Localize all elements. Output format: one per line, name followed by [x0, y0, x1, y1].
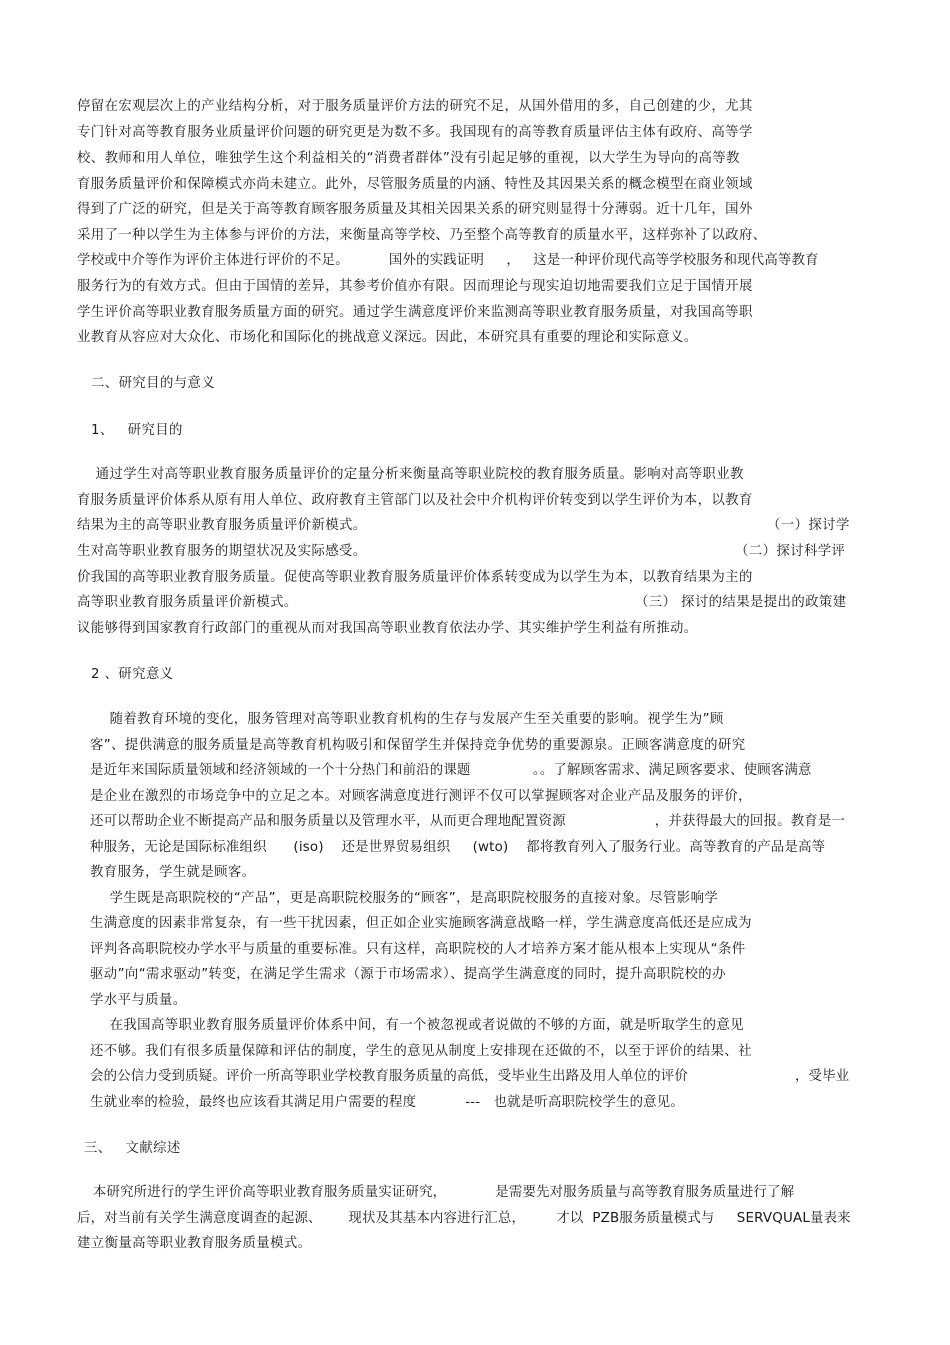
text-line: 生满意度的因素非常复杂，有一些干扰因素，但正如企业实施顾客满意战略一样，学生满意度高低还是应成为	[90, 916, 752, 931]
text-line: 教育服务，学生就是顾客。	[90, 865, 256, 880]
text-line: 随着教育环境的变化，服务管理对高等职业教育机构的生存与发展产生至关重要的影响。视学生为”顾	[77, 712, 724, 727]
subsection-heading: 2 、研究意义	[91, 667, 174, 682]
text-line: （一）探讨学	[767, 518, 850, 533]
text-line: 价我国的高等职业教育服务质量。促使高等职业教育服务质量评价体系转变成为以学生为本，以教育结果为主的	[77, 570, 753, 585]
text-line: 育服务质量评价体系从原有用人单位、政府教育主管部门以及社会中介机构评价转变到以学生评价为本，以教育	[77, 493, 753, 508]
text-line: 评判各高职院校办学水平与质量的重要标准。只有这样，高职院校的人才培养方案才能从根本上实现从“条件	[90, 942, 746, 957]
text-line: 采用了一种以学生为主体参与评价的方法，来衡量高等学校、乃至整个高等教育的质量水平，这样弥补了以政府、	[77, 228, 767, 243]
section-heading: 二、研究目的与意义	[91, 376, 216, 391]
text-line: 专门针对高等教育服务业质量评价问题的研究更是为数不多。我国现有的高等教育质量评估主体有政府、高等学	[77, 125, 753, 140]
text-line: （二）探讨科学评	[735, 544, 846, 559]
text-line: 后，对当前有关学生满意度调查的起源、 现状及其基本内容进行汇总， 才以 PZB服务质量模式与 SERVQUAL量表来	[77, 1211, 851, 1226]
text-line: 育服务质量评价和保障模式亦尚未建立。此外，尽管服务质量的内涵、特性及其因果关系的概念模型在商业领域	[77, 177, 753, 192]
text-line: 种服务，无论是国际标准组织 (iso) 还是世界贸易组织 (wto) 都将教育列入了服务行业。高等教育的产品是高等	[90, 840, 826, 855]
text-line: 学校或中介等作为评价主体进行评价的不足。 国外的实践证明 ， 这是一种评价现代高等学校服务和现代高等教育	[77, 253, 819, 268]
text-line: 学生既是高职院校的“产品”，更是高职院校服务的“顾客”，是高职院校服务的直接对象。尽管影响学	[77, 891, 719, 906]
text-line: 结果为主的高等职业教育服务质量评价新模式。	[77, 518, 367, 533]
text-line: 生就业率的检验，最终也应该看其满足用户需要的程度 --- 也就是听高职院校学生的意见。	[90, 1095, 684, 1110]
text-line: 还可以帮助企业不断提高产品和服务质量以及管理水平，从而更合理地配置资源 ，并获得最大的回报。教育是一	[90, 814, 846, 829]
text-line: 学生评价高等职业教育服务质量方面的研究。通过学生满意度评价来监测高等职业教育服务质量，对我国高等职	[77, 305, 753, 320]
text-line: 得到了广泛的研究，但是关于高等教育顾客服务质量及其相关因果关系的研究则显得十分薄弱。近十几年，国外	[77, 202, 753, 217]
text-line: 驱动”向“需求驱动”转变，在满足学生需求（源于市场需求）、提高学生满意度的同时，提升高职院校的办	[90, 967, 726, 982]
text-line: 业教育从容应对大众化、市场化和国际化的挑战意义深远。因此，本研究具有重要的理论和实际意义。	[77, 330, 698, 345]
text-line: 本研究所进行的学生评价高等职业教育服务质量实证研究， 是需要先对服务质量与高等教育服务质量进行了解	[84, 1185, 795, 1200]
text-line: 是企业在激烈的市场竞争中的立足之本。对顾客满意度进行测评不仅可以掌握顾客对企业产品及服务的评价，	[90, 789, 752, 804]
text-line: 校、教师和用人单位，唯独学生这个利益相关的“消费者群体”没有引起足够的重视，以大学生为导向的高等教	[77, 151, 740, 166]
text-line: 会的公信力受到质疑。评价一所高等职业学校教育服务质量的高低，受毕业生出路及用人单位的评价 ，受毕业	[90, 1069, 850, 1084]
subsection-heading: 1、 研究目的	[91, 423, 183, 438]
text-line: 建立衡量高等职业教育服务质量模式。	[77, 1236, 312, 1251]
text-line: 是近年来国际质量领域和经济领域的一个十分热门和前沿的课题 。。了解顾客需求、满足顾客要求、使顾客满意	[90, 763, 812, 778]
text-line: 客”、提供满意的服务质量是高等教育机构吸引和保留学生并保持竞争优势的重要源泉。正顾客满意度的研究	[90, 738, 746, 753]
text-line: 生对高等职业教育服务的期望状况及实际感受。	[77, 544, 367, 559]
text-line: 在我国高等职业教育服务质量评价体系中间，有一个被忽视或者说做的不够的方面，就是听取学生的意见	[77, 1018, 744, 1033]
text-line: 议能够得到国家教育行政部门的重视从而对我国高等职业教育依法办学、其实维护学生利益有所推动。	[77, 621, 698, 636]
text-line: 高等职业教育服务质量评价新模式。	[77, 595, 298, 610]
text-line: 通过学生对高等职业教育服务质量评价的定量分析来衡量高等职业院校的教育服务质量。影响对高等职业教	[77, 467, 744, 482]
text-line: 服务行为的有效方式。但由于国情的差异，其参考价值亦有限。因而理论与现实迫切地需要我们立足于国情开展	[77, 279, 753, 294]
text-line: （三） 探讨的结果是提出的政策建	[635, 595, 847, 610]
text-line: 还不够。我们有很多质量保障和评估的制度，学生的意见从制度上安排现在还做的不，以至于评价的结果、社	[90, 1044, 752, 1059]
text-line: 停留在宏观层次上的产业结构分析，对于服务质量评价方法的研究不足，从国外借用的多，自己创建的少，尤其	[77, 99, 753, 114]
text-line: 学水平与质量。	[90, 993, 187, 1008]
section-heading: 三、 文献综述	[84, 1141, 181, 1156]
